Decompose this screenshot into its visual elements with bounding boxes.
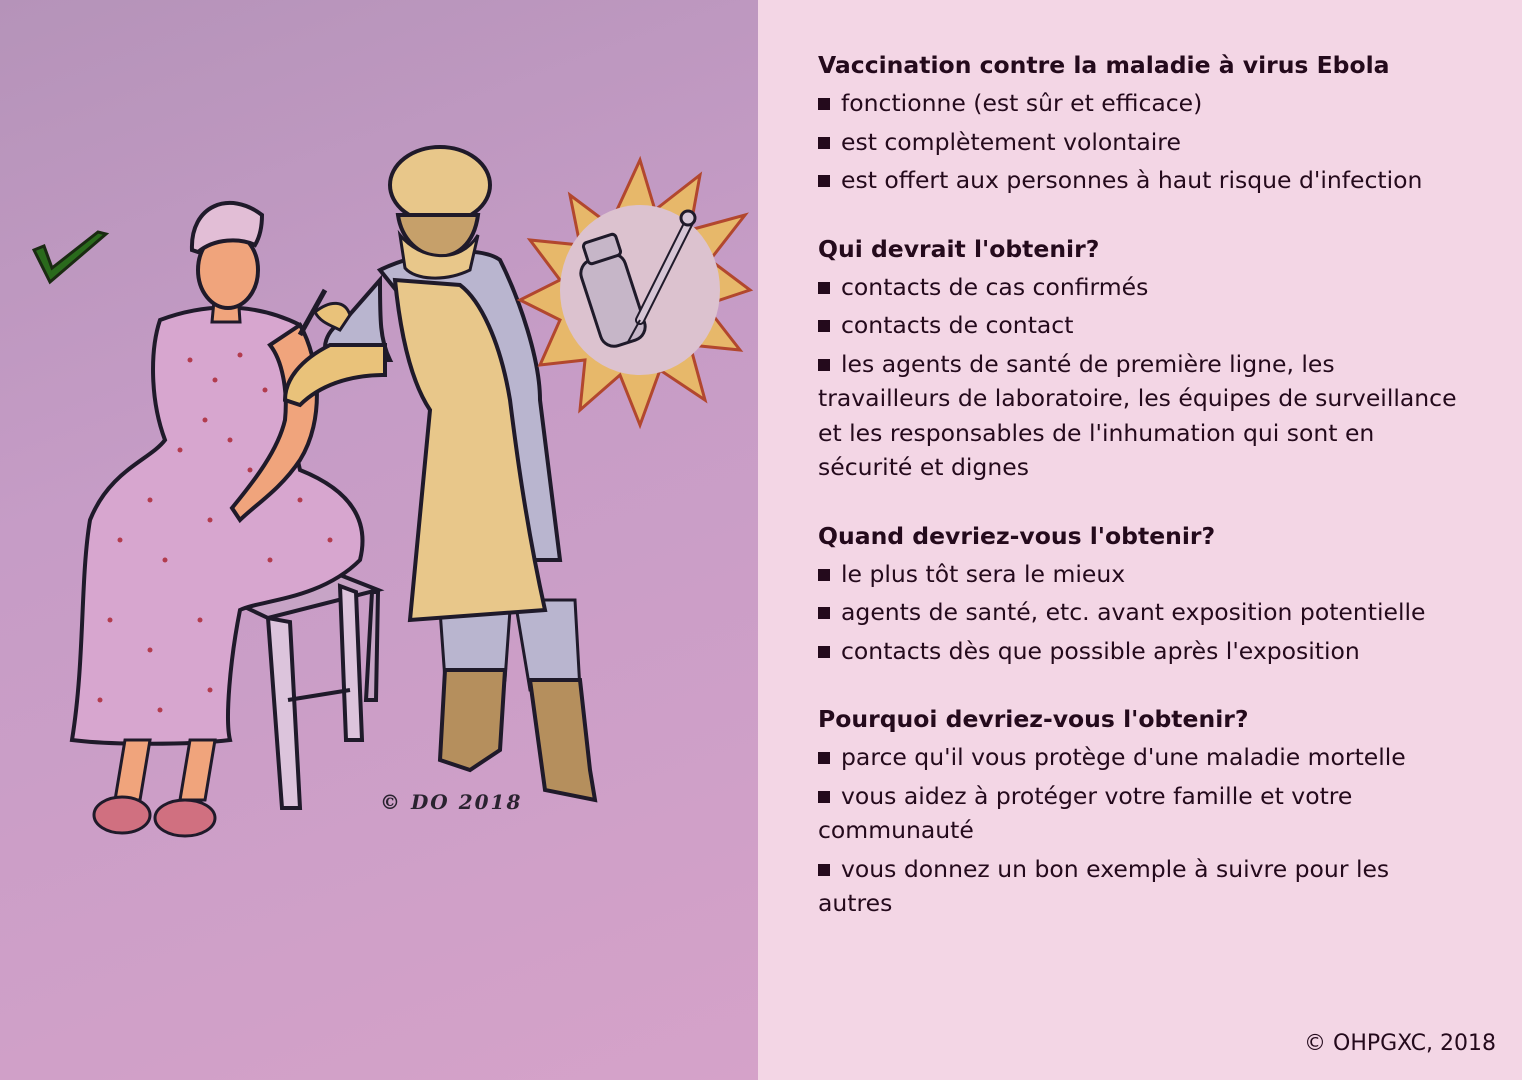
vaccine-burst [520,160,750,425]
info-panel [758,0,1522,1080]
vaccination-illustration [0,0,758,1080]
list-item [818,347,1468,485]
section-when [818,519,1468,669]
list-item [818,557,1468,592]
list-item-text: agents de santé, etc. avant exposition potentielle [841,598,1426,626]
list-item [818,740,1468,775]
bullet-icon [818,98,830,110]
bullet-icon [818,282,830,294]
list-item-text: est complètement volontaire [841,127,1181,156]
bullet-icon [818,175,830,187]
list-item-text: contacts de contact [841,311,1074,339]
bullet-icon [818,791,830,803]
list-item-text: est offert aux personnes à haut risque d'infection [841,166,1423,194]
bullet-icon [818,752,830,764]
bullet-icon [818,320,830,332]
list-item [818,779,1468,848]
list-item-text: fonctionne (est sûr et efficace) [841,89,1203,117]
list-item [818,595,1468,630]
section-heading: Qui devrait l'obtenir? [818,234,1100,263]
list-item-text: contacts de cas confirmés [841,272,1149,301]
list-item [818,308,1468,343]
stool [230,575,378,808]
illustration-drawing [0,0,758,1080]
bullet-icon [818,607,830,619]
list-item-text: vous donnez un bon exemple à suivre pour les autres [818,854,1390,917]
bullet-icon [818,137,830,149]
section-vaccination [818,48,1468,198]
list-item-text: les agents de santé de première ligne, les travailleurs de laboratoire, les équipes de surveillance et les responsables de l'inhumation qui sont en sécurité et dignes [818,349,1457,481]
list-item [818,125,1468,160]
list-item [818,86,1468,121]
copyright-notice: © OHPGXC, 2018 [1304,1031,1496,1056]
bullet-icon [818,646,830,658]
list-item-text: le plus tôt sera le mieux [841,559,1126,588]
info-content [818,48,1468,955]
list-item-text: contacts dès que possible après l'exposition [841,636,1360,665]
section-who [818,232,1468,485]
section-heading: Quand devriez-vous l'obtenir? [818,521,1216,550]
bullet-icon [818,569,830,581]
bullet-icon [818,864,830,876]
section-heading: Vaccination contre la maladie à virus Ebola [818,51,1390,79]
list-item [818,634,1468,669]
check-icon [34,232,106,282]
illustration-signature: © DO 2018 [380,790,523,814]
list-item-text: parce qu'il vous protège d'une maladie mortelle [841,743,1406,771]
bullet-icon [818,359,830,371]
section-why [818,702,1468,921]
list-item [818,163,1468,198]
section-heading: Pourquoi devriez-vous l'obtenir? [818,705,1249,733]
list-item [818,852,1468,921]
list-item [818,270,1468,305]
list-item-text: vous aidez à protéger votre famille et votre communauté [818,781,1353,844]
